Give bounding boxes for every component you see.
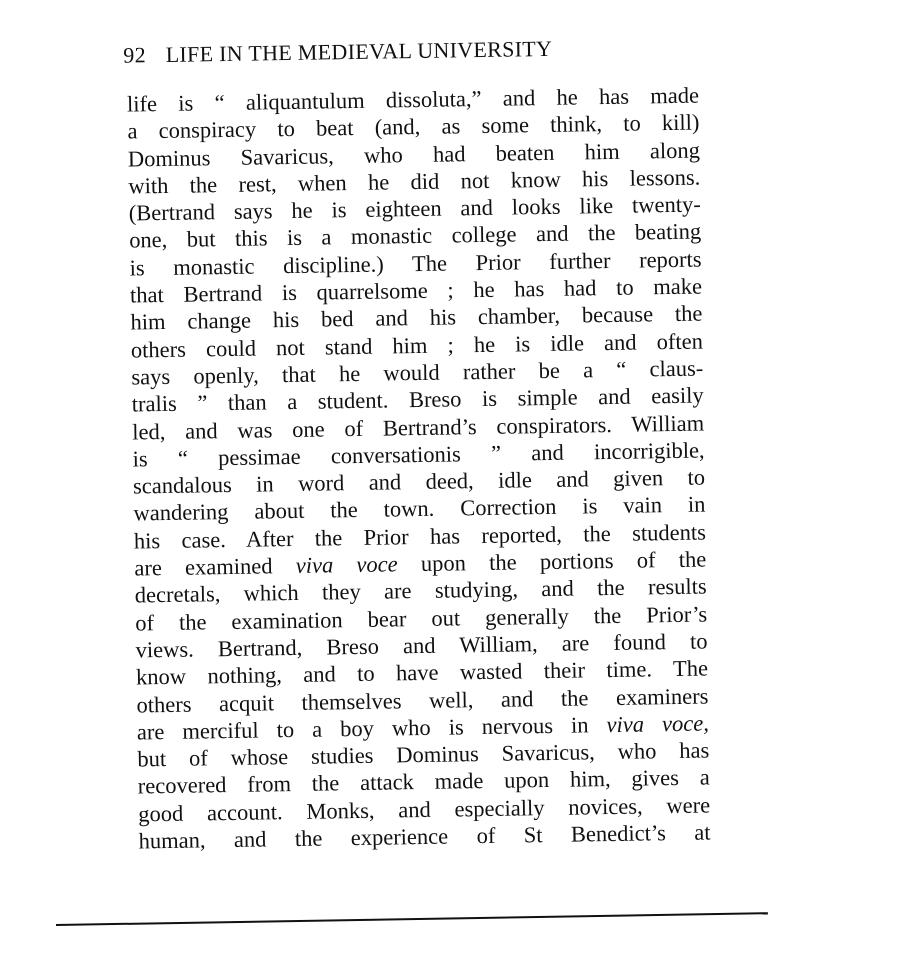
- text-segment: one, but this is a monastic college and the beating: [129, 219, 702, 254]
- text-segment: decretals, which they are studying, and the results: [134, 573, 707, 608]
- text-segment: him change his bed and his chamber, because the: [130, 300, 703, 335]
- text-segment: are examined: [134, 553, 296, 581]
- text-segment: a conspiracy to beat (and, as some think, to kill): [127, 109, 700, 144]
- text-segment: that Bertrand is quarrelsome ; he has had to make: [129, 273, 703, 308]
- text-segment: (Bertrand says he is eighteen and looks like twenty-: [128, 191, 701, 226]
- text-segment: life is “ aliquantulum dissoluta,” and he has made: [126, 82, 700, 117]
- text-segment: good account. Monks, and especially novices, were: [138, 792, 711, 827]
- text-segment: scandalous in word and deed, idle and given to: [132, 464, 706, 499]
- text-segment: tralis ” than a student. Breso is simple and easily: [131, 382, 704, 417]
- text-segment: says openly, that he would rather be a “ claus-: [131, 355, 704, 390]
- text-segment: is “ pessimae conversationis ” and incorrigible,: [132, 437, 705, 472]
- running-head-title: LIFE IN THE MEDIEVAL UNIVERSITY: [165, 35, 553, 67]
- text-segment: with the rest, when he did not know his lessons.: [128, 164, 701, 199]
- text-segment: others acquit themselves well, and the examiners: [136, 683, 709, 718]
- text-segment: Dominus Savaricus, who had beaten him along: [127, 137, 701, 172]
- page-number: 92: [123, 42, 147, 68]
- text-segment: are merciful to a boy who is nervous in: [136, 711, 607, 745]
- text-segment: is monastic discipline.) The Prior further reports: [129, 246, 702, 281]
- text-segment: know nothing, and to have wasted their time. The: [135, 655, 709, 690]
- text-segment: his case. After the Prior has reported, the students: [133, 519, 707, 554]
- text-segment: others could not stand him ; he is idle and often: [130, 328, 704, 363]
- text-segment: led, and was one of Bertrand’s conspirators. William: [132, 410, 705, 445]
- text-segment: of the examination bear out generally the Prior’s: [135, 601, 708, 636]
- text-segment: upon the portions of the: [397, 546, 707, 577]
- text-segment: views. Bertrand, Breso and William, are found to: [135, 628, 708, 663]
- italic-phrase: viva voce: [295, 551, 398, 579]
- body-text: [127, 82, 711, 855]
- text-segment: but of whose studies Dominus Savaricus, who has: [137, 737, 710, 772]
- text-segment: wandering about the town. Correction is vain in: [133, 491, 706, 526]
- italic-phrase: viva voce,: [606, 710, 710, 737]
- running-head: [123, 34, 683, 69]
- text-segment: recovered from the attack made upon him, gives a: [137, 764, 710, 799]
- text-segment: human, and the experience of St Benedict’s at: [138, 819, 711, 854]
